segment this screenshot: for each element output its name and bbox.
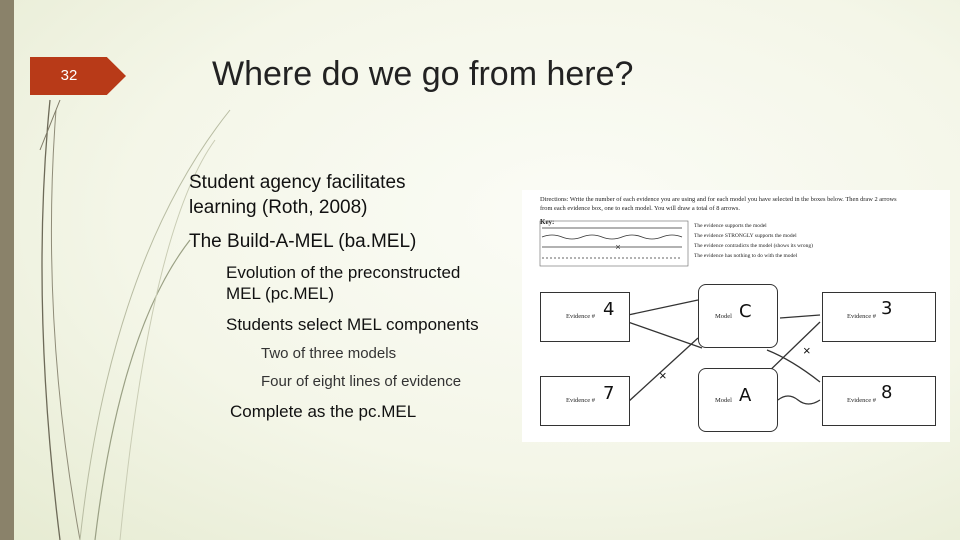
key-item-strongly-supports: The evidence STRONGLY supports the model [694,233,797,239]
evidence-box: Evidence # 4 [540,292,630,342]
key-item-supports: The evidence supports the model [694,223,767,229]
sub-bullet-line: Complete as the pc.MEL [230,402,417,421]
sub-bullet-line: Evolution of the preconstructed [226,263,461,282]
slide-title: Where do we go from here? [212,55,634,93]
sub-sub-bullet-line: Two of three models [261,345,397,362]
bullet-line: Student agency facilitates [189,172,406,193]
figure-directions: Directions: Write the number of each evidence you are using and for each model you have selected in the boxes below. Then draw 2 arrows [540,196,897,203]
model-box: Model C [698,284,778,348]
svg-text:×: × [803,343,811,358]
sub-bullet-line: MEL (pc.MEL) [226,284,335,303]
sub-sub-bullet-line: Four of eight lines of evidence [261,373,462,390]
evidence-box: Evidence # 8 [822,376,936,426]
figure-key-label: Key: [540,218,555,226]
mel-worksheet-figure [522,190,950,442]
svg-text:×: × [659,368,667,383]
bullet-line: The Build-A-MEL (ba.MEL) [189,231,417,252]
model-box: Model A [698,368,778,432]
evidence-box: Evidence # 3 [822,292,936,342]
key-item-unrelated: The evidence has nothing to do with the model [694,253,798,259]
bullet-line: learning (Roth, 2008) [189,197,368,218]
sub-bullet-line: Students select MEL components [226,315,479,334]
figure-directions-2: from each evidence box, one to each model. You will draw a total of 8 arrows. [540,205,741,212]
slide-number: 32 [60,67,78,84]
svg-text:×: × [615,242,621,252]
evidence-box: Evidence # 7 [540,376,630,426]
key-item-contradicts: The evidence contradicts the model (shows its wrong) [694,243,813,249]
